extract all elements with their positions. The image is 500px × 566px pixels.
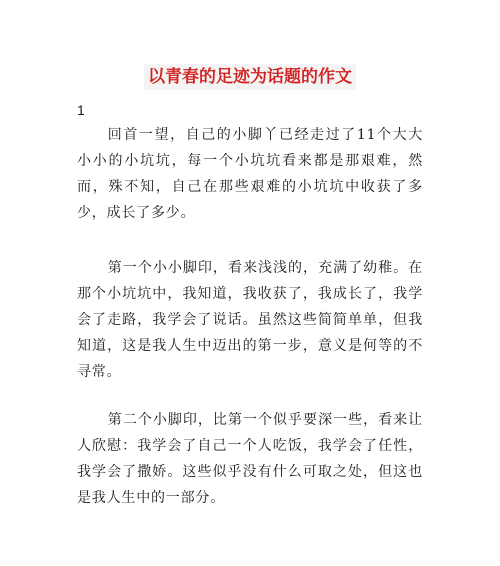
paragraph-1: 回首一望，自己的小脚丫已经走过了11个大大小小的小坑坑，每一个小坑坑看来都是那艰难，然而，殊不知，自己在那些艰难的小坑坑中收获了多少，成长了多少。: [77, 127, 423, 221]
document-title: 以青春的足迹为话题的作文: [144, 64, 356, 90]
paragraph-2: 第一个小小脚印，看来浅浅的，充满了幼稚。在那个小坑坑中，我知道，我收获了，我成长了，我学会了走路，我学会了说话。虽然这些简简单单，但我知道，这是我人生中迈出的第一步，意义是何等的不寻常。: [77, 260, 423, 380]
section-number: 1: [77, 102, 85, 118]
title-container: [0, 64, 500, 90]
paragraph-3: 第二个小脚印，比第一个似乎要深一些，看来让人欣慰：我学会了自己一个人吃饭，我学会了任性，我学会了撒娇。这些似乎没有什么可取之处，但这也是我人生中的一部分。: [77, 412, 423, 506]
